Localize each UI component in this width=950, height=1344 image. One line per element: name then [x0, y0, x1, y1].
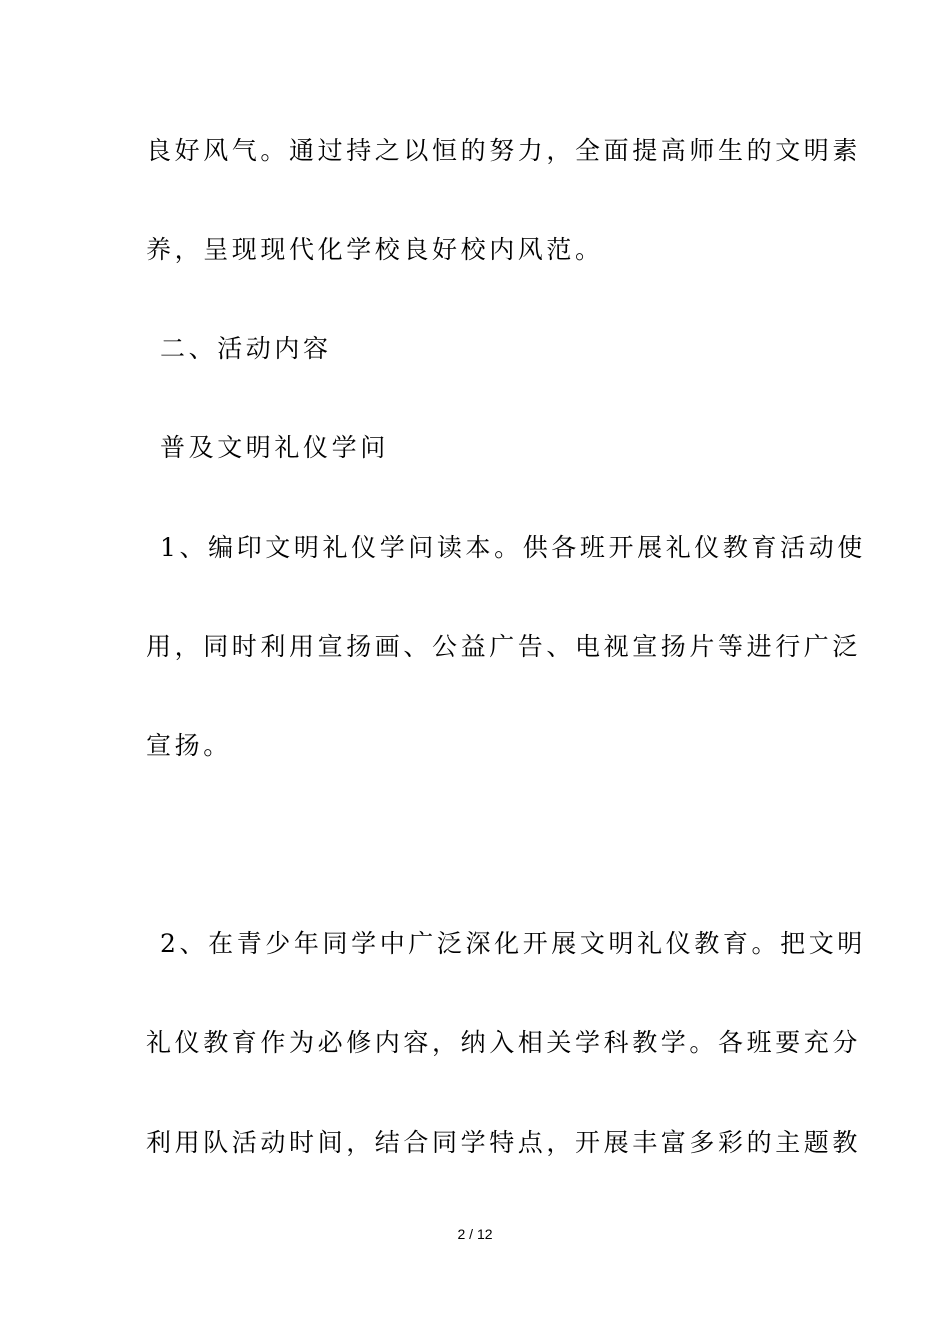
paragraph-line: 礼仪教育作为必修内容，纳入相关学科教学。各班要充分 — [146, 1028, 862, 1057]
page-number: 2 / 12 — [457, 1226, 493, 1242]
paragraph-line: 2、在青少年同学中广泛深化开展文明礼仪教育。把文明 — [160, 929, 866, 958]
paragraph-line: 利用队活动时间，结合同学特点，开展丰富多彩的主题教 — [146, 1128, 862, 1157]
section-heading: 二、活动内容 — [160, 334, 332, 363]
paragraph-line: 1、编印文明礼仪学问读本。供各班开展礼仪教育活动使 — [160, 533, 866, 562]
paragraph-line: 用，同时利用宣扬画、公益广告、电视宣扬片等进行广泛 — [146, 632, 862, 661]
paragraph-line: 良好风气。通过持之以恒的努力，全面提高师生的文明素 — [146, 136, 862, 165]
subsection-heading: 普及文明礼仪学问 — [160, 433, 389, 462]
paragraph-line: 宣扬。 — [146, 731, 232, 760]
paragraph-line: 养，呈现现代化学校良好校内风范。 — [146, 235, 604, 264]
